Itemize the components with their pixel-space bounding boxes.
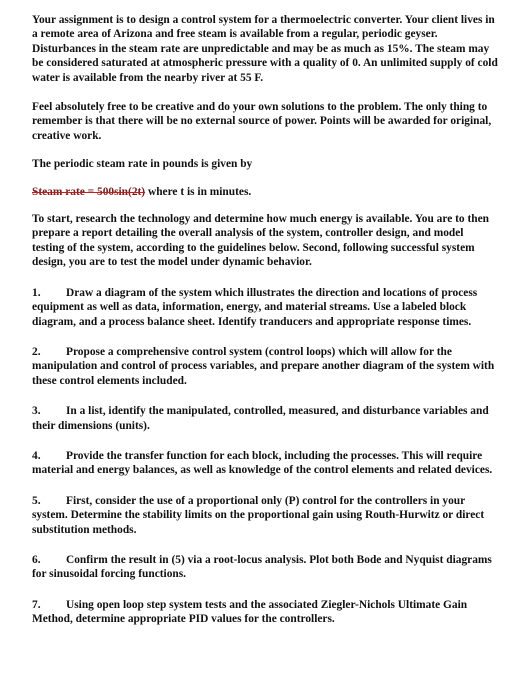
list-item [32,345,498,388]
item-number: 5. [32,494,41,507]
item-number: 2. [32,345,41,358]
item-text: Using open loop step system tests and the associated Ziegler-Nichols Ultimate Gain Method, determine appropriate PID values for the controllers. [32,598,468,626]
item-text: In a list, identify the manipulated, controlled, measured, and disturbance variables and their dimensions (units). [32,405,489,432]
periodic-rate-statement: The periodic steam rate in pounds is given by [32,158,253,171]
steam-rate-formula: Steam rate = 500sin(2t) [32,185,146,198]
formula-line [32,185,498,199]
list-item [32,494,498,537]
list-item [32,449,498,478]
formula-note: where t is in minutes. [147,185,252,198]
item-number: 4. [32,449,41,462]
item-text: Draw a diagram of the system which illustrates the direction and locations of process equipment as well as data, information, energy, and material streams. Use a labeled block diagram, and a process balance sheet. Identify tranducers and appropriate response times. [32,286,478,328]
item-text: Provide the transfer function for each block, including the processes. This will require material and energy balances, as well as knowledge of the control elements and related devices. [32,449,493,477]
item-text: Propose a comprehensive control system (control loops) which will allow for the manipulation and control of process variables, and prepare another diagram of the system with these control elements included. [32,345,495,387]
list-item [32,404,498,433]
item-number: 7. [32,598,41,611]
item-text: Confirm the result in (5) via a root-locus analysis. Plot both Bode and Nyquist diagrams for sinusoidal forcing functions. [32,553,492,581]
list-item [32,553,498,582]
list-item [32,598,498,627]
guidelines-list [32,286,498,627]
assignment-document [32,13,498,643]
list-item [32,286,498,329]
start-paragraph: To start, research the technology and determine how much energy is available. You are to then prepare a report detailing the overall analysis of the system, controller design, and model testing of the system, according to the guidelines below. Second, following successful system design, you are to test the model under dynamic behavior. [32,213,489,269]
item-number: 6. [32,553,41,566]
item-number: 3. [32,405,41,418]
item-number: 1. [32,286,41,299]
creative-paragraph: Feel absolutely free to be creative and do your own solutions to the problem. The only thing to remember is that there will be no external source of power. Points will be awarded for original, creative work. [32,101,492,142]
item-text: First, consider the use of a proportional only (P) control for the controllers in your system. Determine the stability limits on the proportional gain using Routh-Hurwitz or direct substitution methods. [32,494,485,536]
intro-paragraph: Your assignment is to design a control system for a thermoelectric converter. Your client lives in a remote area of Arizona and free steam is available from a regular, periodic geyser. Disturbances in the steam rate are unpredictable and may be as much as 15%. The steam may be considered saturated at atmospheric pressure with a quality of 0. An unlimited supply of cold water is available from the nearby river at 55 F. [32,14,498,84]
